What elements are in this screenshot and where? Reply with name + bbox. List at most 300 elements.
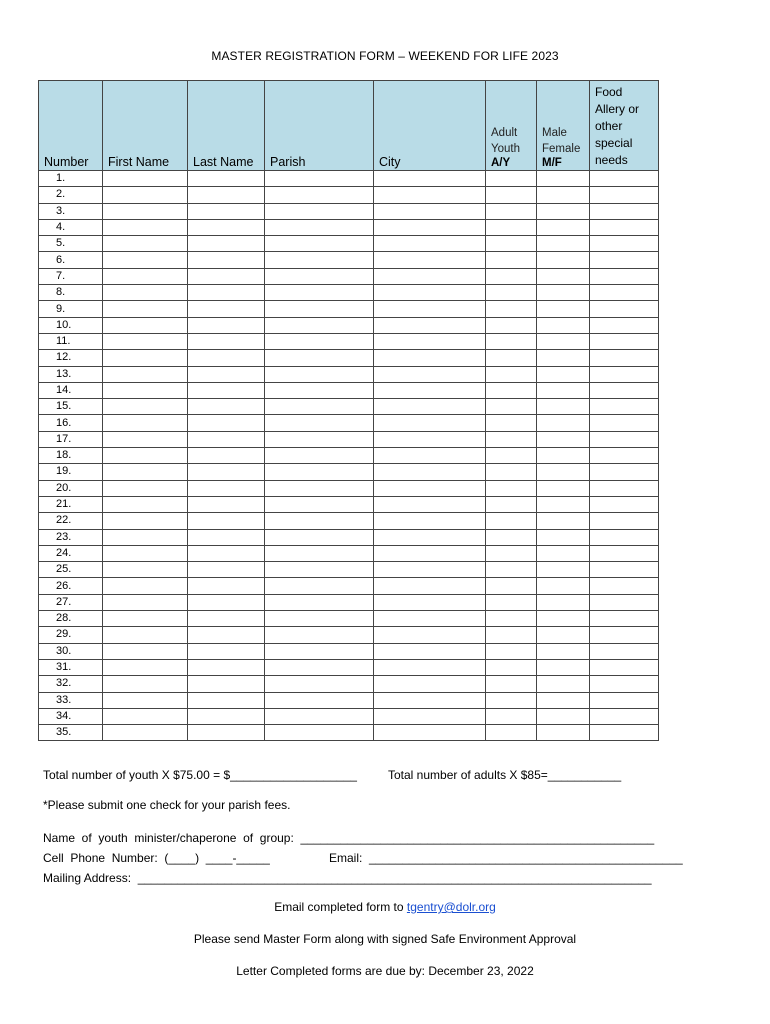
entry-cell[interactable] [265, 496, 374, 512]
row-number: 13. [39, 366, 103, 382]
entry-cell[interactable] [537, 431, 590, 447]
entry-cell[interactable] [265, 236, 374, 252]
entry-cell[interactable] [188, 464, 265, 480]
entry-cell[interactable] [537, 594, 590, 610]
entry-cell[interactable] [590, 448, 659, 464]
entry-cell[interactable] [103, 594, 188, 610]
entry-cell[interactable] [590, 529, 659, 545]
entry-cell[interactable] [590, 382, 659, 398]
entry-cell[interactable] [188, 513, 265, 529]
table-row [39, 350, 659, 366]
entry-cell[interactable] [374, 415, 486, 431]
entry-cell[interactable] [265, 268, 374, 284]
entry-cell[interactable] [188, 171, 265, 187]
entry-cell[interactable] [265, 219, 374, 235]
entry-cell[interactable] [374, 480, 486, 496]
entry-cell[interactable] [103, 578, 188, 594]
row-number: 30. [39, 643, 103, 659]
entry-cell[interactable] [590, 578, 659, 594]
entry-cell[interactable] [103, 496, 188, 512]
header-youth-label: Youth [491, 143, 520, 155]
entry-cell[interactable] [486, 529, 537, 545]
entry-cell[interactable] [265, 708, 374, 724]
entry-cell[interactable] [103, 431, 188, 447]
entry-cell[interactable] [188, 415, 265, 431]
entry-cell[interactable] [537, 659, 590, 675]
entry-cell[interactable] [590, 643, 659, 659]
entry-cell[interactable] [486, 350, 537, 366]
entry-cell[interactable] [374, 496, 486, 512]
entry-cell[interactable] [265, 643, 374, 659]
table-row [39, 268, 659, 284]
entry-cell[interactable] [265, 382, 374, 398]
due-note: Letter Completed forms are due by: December 23, 2022 [236, 964, 534, 978]
entry-cell[interactable] [265, 366, 374, 382]
entry-cell[interactable] [103, 285, 188, 301]
entry-cell[interactable] [265, 333, 374, 349]
entry-cell[interactable] [486, 203, 537, 219]
entry-cell[interactable] [537, 268, 590, 284]
entry-cell[interactable] [188, 627, 265, 643]
entry-cell[interactable] [103, 659, 188, 675]
entry-cell[interactable] [265, 350, 374, 366]
entry-cell[interactable] [374, 692, 486, 708]
entry-cell[interactable] [537, 611, 590, 627]
entry-cell[interactable] [374, 268, 486, 284]
entry-cell[interactable] [103, 187, 188, 203]
entry-cell[interactable] [265, 562, 374, 578]
entry-cell[interactable] [103, 317, 188, 333]
entry-cell[interactable] [374, 611, 486, 627]
entry-cell[interactable] [103, 708, 188, 724]
table-row [39, 627, 659, 643]
row-number: 6. [39, 252, 103, 268]
entry-cell[interactable] [265, 203, 374, 219]
entry-cell[interactable] [103, 464, 188, 480]
entry-cell[interactable] [374, 187, 486, 203]
entry-cell[interactable] [188, 529, 265, 545]
entry-cell[interactable] [103, 366, 188, 382]
entry-cell[interactable] [486, 219, 537, 235]
entry-cell[interactable] [188, 252, 265, 268]
entry-cell[interactable] [590, 611, 659, 627]
entry-cell[interactable] [590, 350, 659, 366]
entry-cell[interactable] [537, 301, 590, 317]
entry-cell[interactable] [537, 513, 590, 529]
entry-cell[interactable] [265, 252, 374, 268]
entry-cell[interactable] [374, 448, 486, 464]
youth-minister-field[interactable]: Name of youth minister/chaperone of group: _____________________________________________________ [43, 831, 655, 845]
entry-cell[interactable] [590, 725, 659, 741]
entry-cell[interactable] [374, 676, 486, 692]
entry-cell[interactable] [374, 708, 486, 724]
entry-cell[interactable] [265, 415, 374, 431]
entry-cell[interactable] [188, 659, 265, 675]
entry-cell[interactable] [103, 562, 188, 578]
entry-cell[interactable] [265, 480, 374, 496]
entry-cell[interactable] [265, 448, 374, 464]
entry-cell[interactable] [537, 382, 590, 398]
entry-cell[interactable] [537, 252, 590, 268]
entry-cell[interactable] [265, 529, 374, 545]
table-row [39, 219, 659, 235]
entry-cell[interactable] [103, 611, 188, 627]
table-row [39, 562, 659, 578]
entry-cell[interactable] [265, 431, 374, 447]
entry-cell[interactable] [590, 676, 659, 692]
entry-cell[interactable] [265, 725, 374, 741]
entry-cell[interactable] [103, 382, 188, 398]
entry-cell[interactable] [374, 366, 486, 382]
entry-cell[interactable] [537, 529, 590, 545]
entry-cell[interactable] [265, 513, 374, 529]
entry-cell[interactable] [103, 399, 188, 415]
entry-cell[interactable] [537, 496, 590, 512]
entry-cell[interactable] [537, 464, 590, 480]
entry-cell[interactable] [486, 285, 537, 301]
entry-cell[interactable] [486, 496, 537, 512]
entry-cell[interactable] [188, 676, 265, 692]
entry-cell[interactable] [486, 171, 537, 187]
table-row [39, 464, 659, 480]
entry-cell[interactable] [590, 366, 659, 382]
entry-cell[interactable] [486, 236, 537, 252]
row-number: 15. [39, 399, 103, 415]
entry-cell[interactable] [188, 187, 265, 203]
entry-cell[interactable] [188, 692, 265, 708]
row-number: 26. [39, 578, 103, 594]
entry-cell[interactable] [188, 268, 265, 284]
entry-cell[interactable] [486, 480, 537, 496]
entry-cell[interactable] [590, 399, 659, 415]
entry-cell[interactable] [374, 285, 486, 301]
entry-cell[interactable] [265, 578, 374, 594]
entry-cell[interactable] [374, 464, 486, 480]
entry-cell[interactable] [103, 448, 188, 464]
email-field[interactable]: Email: _______________________________________________ [329, 851, 683, 865]
entry-cell[interactable] [374, 594, 486, 610]
entry-cell[interactable] [537, 692, 590, 708]
entry-cell[interactable] [188, 382, 265, 398]
entry-cell[interactable] [537, 708, 590, 724]
entry-cell[interactable] [486, 268, 537, 284]
entry-cell[interactable] [265, 464, 374, 480]
entry-cell[interactable] [486, 594, 537, 610]
row-number: 19. [39, 464, 103, 480]
entry-cell[interactable] [374, 627, 486, 643]
header-food-line2: Allery or [595, 102, 640, 116]
entry-cell[interactable] [188, 578, 265, 594]
header-food-line3: other [595, 119, 623, 133]
entry-cell[interactable] [537, 366, 590, 382]
entry-cell[interactable] [590, 627, 659, 643]
entry-cell[interactable] [374, 203, 486, 219]
entry-cell[interactable] [265, 399, 374, 415]
entry-cell[interactable] [188, 594, 265, 610]
entry-cell[interactable] [486, 578, 537, 594]
entry-cell[interactable] [537, 627, 590, 643]
entry-cell[interactable] [265, 627, 374, 643]
table-row [39, 659, 659, 675]
entry-cell[interactable] [537, 187, 590, 203]
header-last-name: Last Name [188, 81, 265, 171]
entry-cell[interactable] [537, 725, 590, 741]
entry-cell[interactable] [486, 627, 537, 643]
entry-cell[interactable] [590, 513, 659, 529]
email-instruction-text: Email completed form to [274, 900, 407, 914]
row-number: 27. [39, 594, 103, 610]
entry-cell[interactable] [188, 399, 265, 415]
entry-cell[interactable] [537, 333, 590, 349]
entry-cell[interactable] [486, 513, 537, 529]
entry-cell[interactable] [374, 513, 486, 529]
mailing-address-field[interactable]: Mailing Address: _____________________________________________________________________________ [43, 871, 652, 885]
entry-cell[interactable] [265, 676, 374, 692]
entry-cell[interactable] [590, 464, 659, 480]
row-number: 28. [39, 611, 103, 627]
entry-cell[interactable] [486, 545, 537, 561]
entry-cell[interactable] [265, 301, 374, 317]
entry-cell[interactable] [486, 676, 537, 692]
entry-cell[interactable] [537, 448, 590, 464]
entry-cell[interactable] [103, 236, 188, 252]
header-adult-youth [486, 81, 537, 171]
entry-cell[interactable] [188, 480, 265, 496]
entry-cell[interactable] [188, 317, 265, 333]
entry-cell[interactable] [537, 415, 590, 431]
entry-cell[interactable] [265, 659, 374, 675]
entry-cell[interactable] [486, 611, 537, 627]
entry-cell[interactable] [590, 203, 659, 219]
entry-cell[interactable] [265, 285, 374, 301]
entry-cell[interactable] [590, 285, 659, 301]
entry-cell[interactable] [590, 659, 659, 675]
entry-cell[interactable] [537, 676, 590, 692]
entry-cell[interactable] [103, 252, 188, 268]
entry-cell[interactable] [486, 382, 537, 398]
entry-cell[interactable] [537, 399, 590, 415]
entry-cell[interactable] [188, 203, 265, 219]
entry-cell[interactable] [590, 415, 659, 431]
row-number: 21. [39, 496, 103, 512]
entry-cell[interactable] [374, 725, 486, 741]
entry-cell[interactable] [590, 594, 659, 610]
entry-cell[interactable] [537, 545, 590, 561]
entry-cell[interactable] [188, 496, 265, 512]
entry-cell[interactable] [590, 431, 659, 447]
entry-cell[interactable] [103, 676, 188, 692]
entry-cell[interactable] [537, 219, 590, 235]
entry-cell[interactable] [103, 725, 188, 741]
row-number: 31. [39, 659, 103, 675]
entry-cell[interactable] [590, 301, 659, 317]
entry-cell[interactable] [103, 627, 188, 643]
header-food-line5: needs [595, 153, 628, 167]
entry-cell[interactable] [537, 203, 590, 219]
entry-cell[interactable] [486, 659, 537, 675]
table-row [39, 187, 659, 203]
entry-cell[interactable] [537, 480, 590, 496]
entry-cell[interactable] [374, 562, 486, 578]
entry-cell[interactable] [486, 252, 537, 268]
entry-cell[interactable] [103, 545, 188, 561]
entry-cell[interactable] [103, 529, 188, 545]
entry-cell[interactable] [103, 268, 188, 284]
entry-cell[interactable] [590, 692, 659, 708]
entry-cell[interactable] [188, 545, 265, 561]
entry-cell[interactable] [188, 333, 265, 349]
table-row [39, 692, 659, 708]
table-row [39, 203, 659, 219]
entry-cell[interactable] [374, 382, 486, 398]
entry-cell[interactable] [590, 187, 659, 203]
entry-cell[interactable] [590, 236, 659, 252]
entry-cell[interactable] [537, 562, 590, 578]
entry-cell[interactable] [103, 203, 188, 219]
header-adult-label: Adult [491, 127, 518, 139]
table-row [39, 513, 659, 529]
entry-cell[interactable] [374, 578, 486, 594]
email-link[interactable]: tgentry@dolr.org [406, 900, 496, 914]
table-row [39, 252, 659, 268]
entry-cell[interactable] [374, 333, 486, 349]
cell-phone-field[interactable]: Cell Phone Number: (____) ____-_____ [43, 851, 270, 865]
entry-cell[interactable] [537, 643, 590, 659]
entry-cell[interactable] [486, 725, 537, 741]
entry-cell[interactable] [188, 350, 265, 366]
entry-cell[interactable] [188, 448, 265, 464]
entry-cell[interactable] [188, 643, 265, 659]
entry-cell[interactable] [486, 692, 537, 708]
entry-cell[interactable] [374, 317, 486, 333]
entry-cell[interactable] [486, 399, 537, 415]
entry-cell[interactable] [374, 236, 486, 252]
entry-cell[interactable] [103, 513, 188, 529]
registration-table [38, 80, 659, 741]
entry-cell[interactable] [486, 333, 537, 349]
entry-cell[interactable] [265, 611, 374, 627]
entry-cell[interactable] [590, 252, 659, 268]
entry-cell[interactable] [103, 301, 188, 317]
entry-cell[interactable] [537, 236, 590, 252]
entry-cell[interactable] [374, 350, 486, 366]
entry-cell[interactable] [188, 285, 265, 301]
youth-total-line[interactable]: Total number of youth X $75.00 = $___________________ [43, 768, 357, 782]
entry-cell[interactable] [537, 171, 590, 187]
entry-cell[interactable] [486, 448, 537, 464]
entry-cell[interactable] [486, 317, 537, 333]
entry-cell[interactable] [265, 594, 374, 610]
entry-cell[interactable] [590, 496, 659, 512]
entry-cell[interactable] [374, 643, 486, 659]
entry-cell[interactable] [537, 317, 590, 333]
entry-cell[interactable] [374, 171, 486, 187]
entry-cell[interactable] [486, 464, 537, 480]
row-number: 33. [39, 692, 103, 708]
entry-cell[interactable] [188, 708, 265, 724]
header-female-label: Female [542, 143, 581, 155]
entry-cell[interactable] [374, 545, 486, 561]
entry-cell[interactable] [188, 725, 265, 741]
table-row [39, 496, 659, 512]
entry-cell[interactable] [374, 252, 486, 268]
row-number: 35. [39, 725, 103, 741]
entry-cell[interactable] [188, 219, 265, 235]
entry-cell[interactable] [486, 187, 537, 203]
table-row [39, 236, 659, 252]
entry-cell[interactable] [265, 545, 374, 561]
row-number: 5. [39, 236, 103, 252]
entry-cell[interactable] [486, 562, 537, 578]
entry-cell[interactable] [590, 317, 659, 333]
entry-cell[interactable] [537, 350, 590, 366]
entry-cell[interactable] [188, 431, 265, 447]
row-number: 10. [39, 317, 103, 333]
entry-cell[interactable] [188, 366, 265, 382]
entry-cell[interactable] [537, 578, 590, 594]
entry-cell[interactable] [486, 643, 537, 659]
entry-cell[interactable] [590, 708, 659, 724]
entry-cell[interactable] [265, 692, 374, 708]
entry-cell[interactable] [590, 171, 659, 187]
entry-cell[interactable] [103, 480, 188, 496]
entry-cell[interactable] [265, 171, 374, 187]
entry-cell[interactable] [188, 236, 265, 252]
entry-cell[interactable] [486, 415, 537, 431]
entry-cell[interactable] [188, 611, 265, 627]
table-row [39, 448, 659, 464]
row-number: 8. [39, 285, 103, 301]
entry-cell[interactable] [188, 301, 265, 317]
entry-cell[interactable] [590, 545, 659, 561]
row-number: 14. [39, 382, 103, 398]
entry-cell[interactable] [374, 399, 486, 415]
table-row [39, 545, 659, 561]
entry-cell[interactable] [103, 415, 188, 431]
entry-cell[interactable] [265, 317, 374, 333]
entry-cell[interactable] [103, 171, 188, 187]
entry-cell[interactable] [374, 529, 486, 545]
entry-cell[interactable] [103, 219, 188, 235]
entry-cell[interactable] [590, 268, 659, 284]
entry-cell[interactable] [374, 219, 486, 235]
table-row [39, 431, 659, 447]
entry-cell[interactable] [486, 431, 537, 447]
entry-cell[interactable] [103, 350, 188, 366]
form-title: MASTER REGISTRATION FORM – WEEKEND FOR LIFE 2023 [211, 49, 559, 63]
entry-cell[interactable] [537, 285, 590, 301]
entry-cell[interactable] [103, 692, 188, 708]
table-body [39, 171, 659, 741]
entry-cell[interactable] [590, 562, 659, 578]
entry-cell[interactable] [103, 643, 188, 659]
entry-cell[interactable] [374, 301, 486, 317]
header-food-line1: Food [595, 85, 623, 99]
header-food-line4: special [595, 136, 633, 150]
entry-cell[interactable] [486, 366, 537, 382]
entry-cell[interactable] [590, 333, 659, 349]
entry-cell[interactable] [590, 219, 659, 235]
adults-total-line[interactable]: Total number of adults X $85=___________ [388, 768, 622, 782]
entry-cell[interactable] [265, 187, 374, 203]
entry-cell[interactable] [590, 480, 659, 496]
entry-cell[interactable] [374, 659, 486, 675]
entry-cell[interactable] [188, 562, 265, 578]
entry-cell[interactable] [374, 431, 486, 447]
entry-cell[interactable] [103, 333, 188, 349]
entry-cell[interactable] [486, 708, 537, 724]
entry-cell[interactable] [486, 301, 537, 317]
